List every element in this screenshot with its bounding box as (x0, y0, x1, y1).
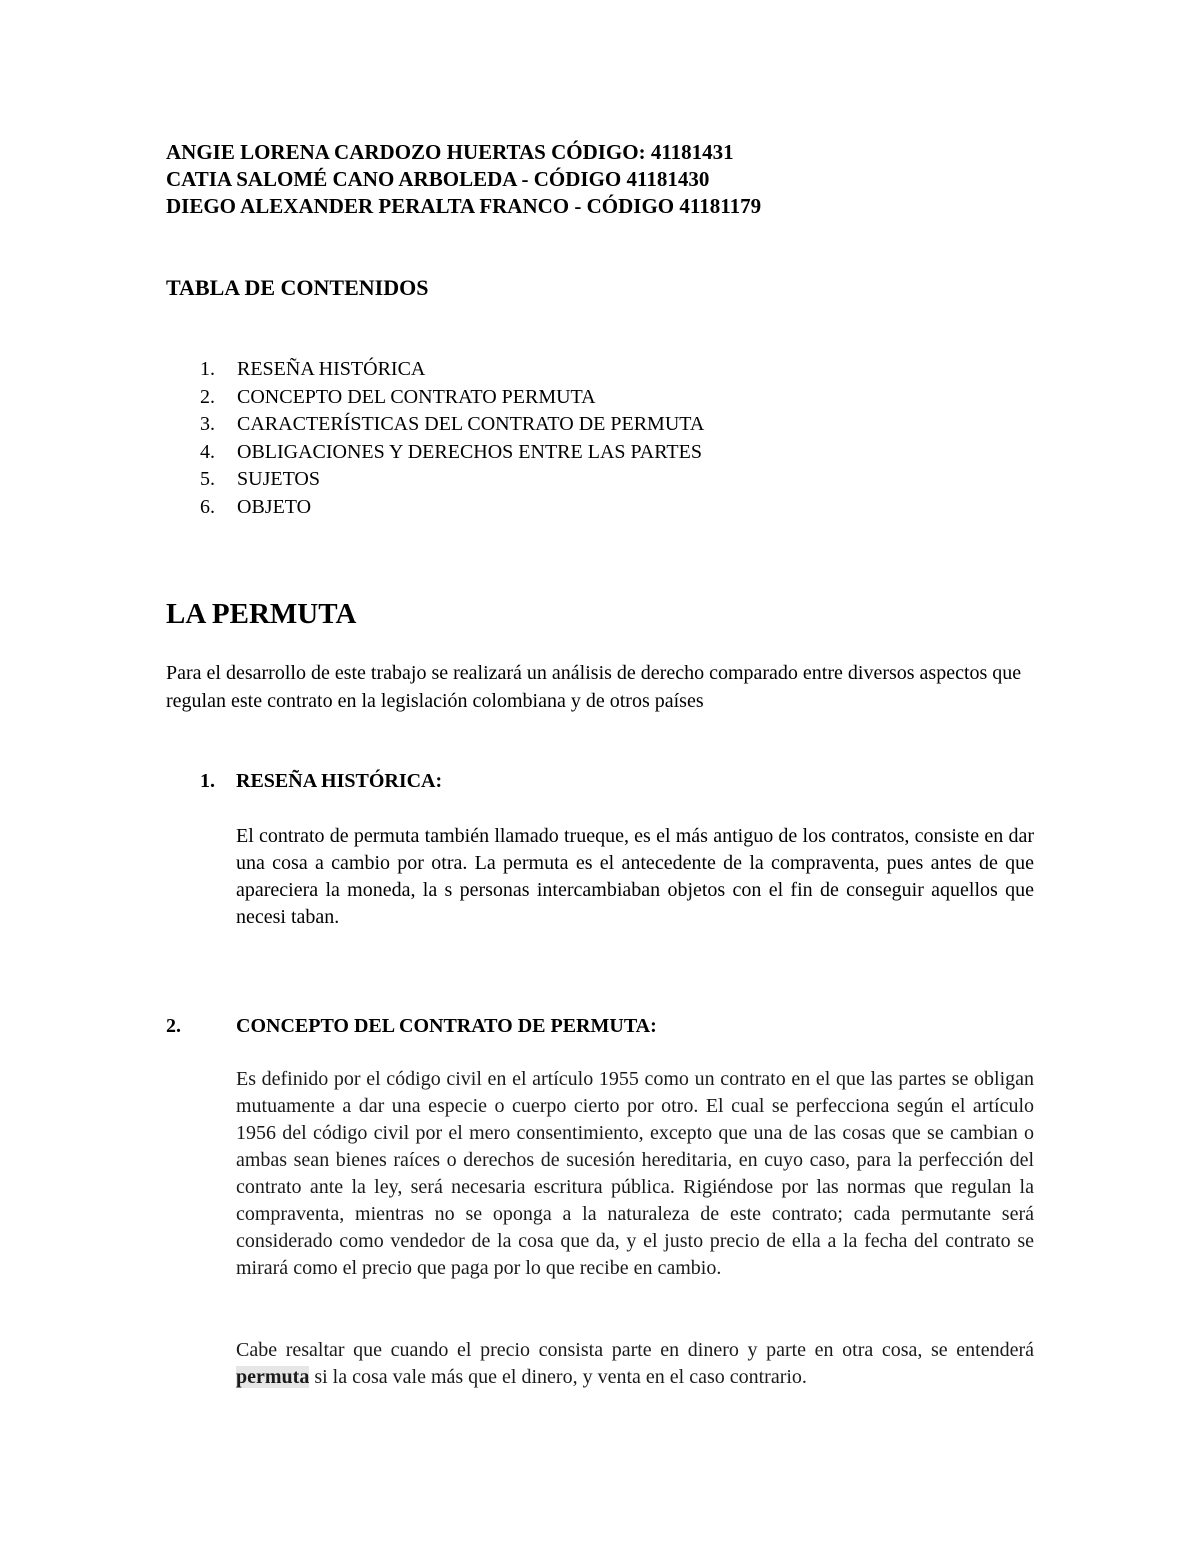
author-line: DIEGO ALEXANDER PERALTA FRANCO - CÓDIGO 41181179 (166, 194, 762, 218)
toc-item-label: RESEÑA HISTÓRICA (237, 358, 426, 380)
section-paragraph (236, 1337, 1034, 1391)
author-list (166, 139, 761, 220)
toc-item-label: OBJETO (237, 495, 312, 518)
toc-item-label: CARACTERÍSTICAS DEL CONTRATO DE PERMUTA (237, 413, 705, 435)
section-paragraph: Es definido por el código civil en el artículo 1955 como un contrato en el que las partes se obligan mutuamente a dar una especie o cuerpo cierto por otro. El cual se perfecciona según el artículo 1956 del código civil por el mero consentimiento, excepto que una de las cosas que se cambian o ambas sean bienes raíces o derechos de sucesión hereditaria, en cuyo caso, para la perfección del contrato ante la ley, será necesaria escritura pública. Rigiéndose por las normas que regulan la compraventa, mientras no se oponga a la naturaleza de este contrato; cada permutante será considerado como vendedor de la cosa que da, y el justo precio de ella a la fecha del contrato se mirará como el precio que paga por lo que recibe en cambio. (236, 1068, 1034, 1279)
toc-title: TABLA DE CONTENIDOS (166, 275, 429, 300)
toc-item-label: OBLIGACIONES Y DERECHOS ENTRE LAS PARTES (237, 440, 702, 463)
toc-item-number: 2. (200, 385, 215, 408)
section-number: 2. (166, 1015, 181, 1037)
paragraph-text: Cabe resaltar que cuando el precio consista parte en dinero y parte en otra cosa, se entenderá (236, 1339, 1034, 1361)
toc-item-number: 5. (200, 468, 215, 490)
section-number: 1. (200, 770, 215, 792)
toc-item-number: 6. (200, 495, 215, 518)
author-line: CATIA SALOMÉ CANO ARBOLEDA - CÓDIGO 41181430 (166, 167, 710, 191)
toc-item-number: 4. (200, 440, 215, 463)
section-title: RESEÑA HISTÓRICA: (236, 770, 443, 792)
toc-item-number: 1. (200, 358, 215, 380)
intro-paragraph: Para el desarrollo de este trabajo se realizará un análisis de derecho comparado entre diversos aspectos que regulan este contrato en la legislación colombiana y de otros países (166, 662, 1022, 712)
toc-item-label: CONCEPTO DEL CONTRATO PERMUTA (237, 385, 596, 408)
author-line: ANGIE LORENA CARDOZO HUERTAS CÓDIGO: 41181431 (166, 140, 734, 164)
paragraph-text: si la cosa vale más que el dinero, y venta en el caso contrario. (309, 1366, 807, 1388)
toc-item-label: SUJETOS (237, 468, 320, 490)
toc-item-number: 3. (200, 413, 215, 435)
highlighted-term: permuta (236, 1366, 310, 1388)
document-title: LA PERMUTA (166, 598, 357, 630)
section-paragraph: El contrato de permuta también llamado trueque, es el más antiguo de los contratos, consiste en dar una cosa a cambio por otra. La permuta es el antecedente de la compraventa, pues antes de que apareciera la moneda, la s personas intercambiaban objetos con el fin de conseguir aquellos que necesi taban. (236, 825, 1034, 928)
section-title: CONCEPTO DEL CONTRATO DE PERMUTA: (236, 1015, 657, 1037)
